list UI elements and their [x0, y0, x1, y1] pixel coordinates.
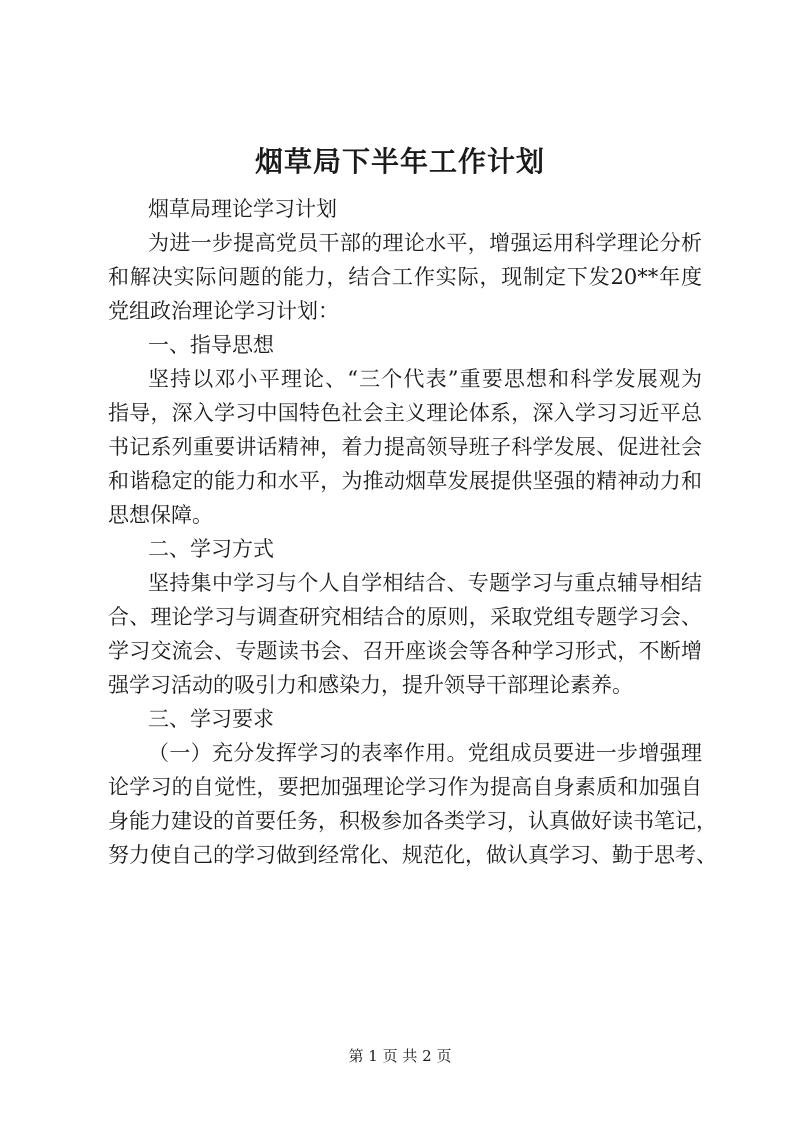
document-body — [108, 192, 717, 872]
text-line: 努力使自己的学习做到经常化、规范化，做认真学习、勤于思考、 — [108, 843, 717, 867]
page-footer: 第 1 页 共 2 页 — [348, 1047, 452, 1065]
text-line: 指导，深入学习中国特色社会主义理论体系，深入学习习近平总 — [108, 401, 702, 425]
text-line: 三、学习要求 — [148, 707, 274, 731]
text-line: 和解决实际问题的能力，结合工作实际，现制定下发20**年度 — [108, 265, 702, 289]
text-line: 坚持以邓小平理论、“三个代表”重要思想和科学发展观为 — [148, 367, 702, 391]
text-line: 一、指导思想 — [148, 333, 274, 357]
text-line: 论学习的自觉性，要把加强理论学习作为提高自身素质和加强自 — [108, 775, 702, 799]
text-line: 和谐稳定的能力和水平，为推动烟草发展提供坚强的精神动力和 — [108, 469, 702, 493]
text-line: 强学习活动的吸引力和感染力，提升领导干部理论素养。 — [108, 673, 633, 697]
text-line: 合、理论学习与调查研究相结合的原则，采取党组专题学习会、 — [108, 605, 702, 629]
text-line: 烟草局理论学习计划 — [148, 197, 337, 221]
text-line: 为进一步提高党员干部的理论水平，增强运用科学理论分析 — [148, 231, 702, 255]
text-line: （一）充分发挥学习的表率作用。党组成员要进一步增强理 — [148, 741, 702, 765]
text-line: 坚持集中学习与个人自学相结合、专题学习与重点辅导相结 — [148, 571, 702, 595]
text-line: 党组政治理论学习计划： — [108, 299, 339, 323]
text-line: 身能力建设的首要任务，积极参加各类学习，认真做好读书笔记， — [108, 809, 717, 833]
text-line: 二、学习方式 — [148, 537, 274, 561]
document-title: 烟草局下半年工作计划 — [254, 145, 545, 178]
text-line: 思想保障。 — [108, 503, 213, 527]
text-line: 学习交流会、专题读书会、召开座谈会等各种学习形式，不断增 — [108, 639, 702, 663]
text-line: 书记系列重要讲话精神，着力提高领导班子科学发展、促进社会 — [108, 435, 702, 459]
